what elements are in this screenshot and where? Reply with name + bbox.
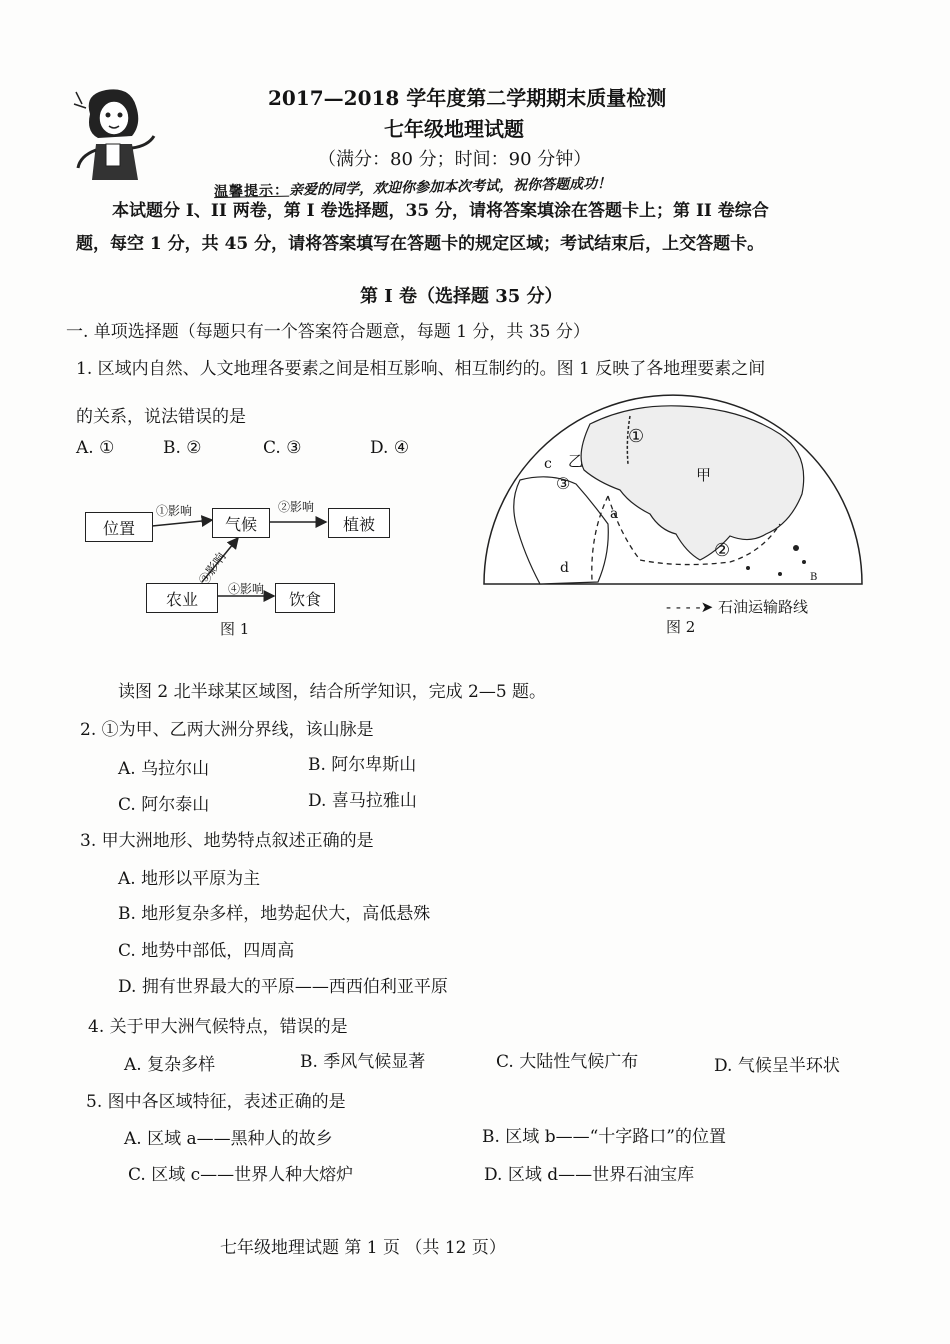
arrow-label-4: ④影响 (228, 582, 265, 596)
figure-2-caption: 图 2 (666, 618, 696, 636)
figure-1 (70, 490, 410, 640)
map-label-d: d (560, 560, 569, 576)
hint-label: 温馨提示： (213, 182, 290, 201)
q2-option-b[interactable]: B. 阿尔卑斯山 (308, 755, 417, 775)
q3-option-a[interactable]: A. 地形以平原为主 (118, 869, 261, 889)
map-label-3: ③ (556, 474, 571, 493)
q5-option-a[interactable]: A. 区域 a——黑种人的故乡 (124, 1129, 333, 1149)
map-label-jia: 甲 (696, 466, 712, 484)
q4-stem: 4. 关于甲大洲气候特点，错误的是 (88, 1017, 348, 1037)
instructions-line-2: 题，每空 1 分，共 45 分，请将答案填写在答题卡的规定区域；考试结束后，上交答题卡。 (76, 234, 765, 254)
hint-text: 亲爱的同学，欢迎你参加本次考试，祝你答题成功！ (288, 175, 612, 199)
q4-option-b[interactable]: B. 季风气候显著 (300, 1052, 426, 1072)
hemisphere-map (480, 384, 870, 594)
map-label-b: B (810, 572, 818, 583)
q4-option-c[interactable]: C. 大陆性气候广布 (496, 1052, 639, 1072)
q3-option-d[interactable]: D. 拥有世界最大的平原——西西伯利亚平原 (118, 977, 448, 997)
q5-stem: 5. 图中各区域特征，表述正确的是 (86, 1092, 346, 1112)
exam-subtitle: 七年级地理试题 (384, 117, 524, 141)
q5-option-d[interactable]: D. 区域 d——世界石油宝库 (484, 1165, 695, 1185)
map-legend (666, 596, 808, 617)
box-vegetation: 植被 (328, 508, 390, 538)
q2-option-c[interactable]: C. 阿尔泰山 (118, 795, 210, 815)
box-agriculture: 农业 (146, 583, 218, 613)
map-label-yi: 乙 (568, 452, 584, 470)
q5-option-b[interactable]: B. 区域 b——“十字路口”的位置 (482, 1127, 726, 1147)
cartoon-girl-logo (72, 84, 158, 192)
map-label-a: a (610, 506, 619, 522)
arrow-label-1: ①影响 (156, 504, 193, 518)
q2-option-d[interactable]: D. 喜马拉雅山 (308, 791, 417, 811)
q1-option-a[interactable]: A. ① (76, 438, 115, 458)
map-label-c: c (544, 456, 552, 472)
q4-option-d[interactable]: D. 气候呈半环状 (714, 1056, 840, 1076)
q3-option-c[interactable]: C. 地势中部低，四周高 (118, 941, 295, 961)
q3-stem: 3. 甲大洲地形、地势特点叙述正确的是 (80, 831, 374, 851)
q1-option-b[interactable]: B. ② (163, 438, 202, 458)
q1-option-d[interactable]: D. ④ (370, 438, 410, 458)
page-footer: 七年级地理试题 第 1 页 （共 12 页） (220, 1238, 506, 1258)
q4-option-a[interactable]: A. 复杂多样 (124, 1055, 216, 1075)
arrow-label-2: ②影响 (278, 500, 315, 514)
q1-option-c[interactable]: C. ③ (263, 438, 302, 458)
map-label-1: ① (628, 426, 645, 447)
box-position: 位置 (85, 512, 153, 542)
figure-1-caption: 图 1 (220, 620, 250, 638)
q2-stem: 2. ①为甲、乙两大洲分界线，该山脉是 (80, 720, 374, 740)
box-climate: 气候 (212, 508, 270, 538)
q5-option-c[interactable]: C. 区域 c——世界人种大熔炉 (128, 1165, 354, 1185)
q2-option-a[interactable]: A. 乌拉尔山 (118, 759, 210, 779)
exam-title: 2017—2018 学年度第二学期期末质量检测 (268, 86, 667, 110)
box-diet: 饮食 (275, 583, 335, 613)
section-heading: 第 I 卷（选择题 35 分） (360, 286, 563, 307)
score-time: （满分：80 分；时间：90 分钟） (318, 149, 592, 170)
map-label-2: ② (714, 540, 731, 561)
arrow-label-3: ③影响 (196, 550, 229, 588)
q1-stem-line-2: 的关系，说法错误的是 (76, 407, 246, 427)
figure-2 (480, 384, 870, 644)
instructions-line-1: 本试题分 I、II 两卷，第 I 卷选择题，35 分，请将答案填涂在答题卡上；第 II 卷综合 (112, 201, 769, 221)
part-title: 一. 单项选择题（每题只有一个答案符合题意，每题 1 分，共 35 分） (66, 322, 590, 342)
legend-dashed-arrow-icon: - - - -➤ (666, 598, 714, 616)
q3-option-b[interactable]: B. 地形复杂多样，地势起伏大，高低悬殊 (118, 904, 431, 924)
read-intro: 读图 2 北半球某区域图，结合所学知识，完成 2—5 题。 (118, 682, 547, 702)
legend-label: 石油运输路线 (717, 598, 808, 616)
q1-stem-line-1: 1. 区域内自然、人文地理各要素之间是相互影响、相互制约的。图 1 反映了各地理要素之间 (76, 359, 766, 379)
